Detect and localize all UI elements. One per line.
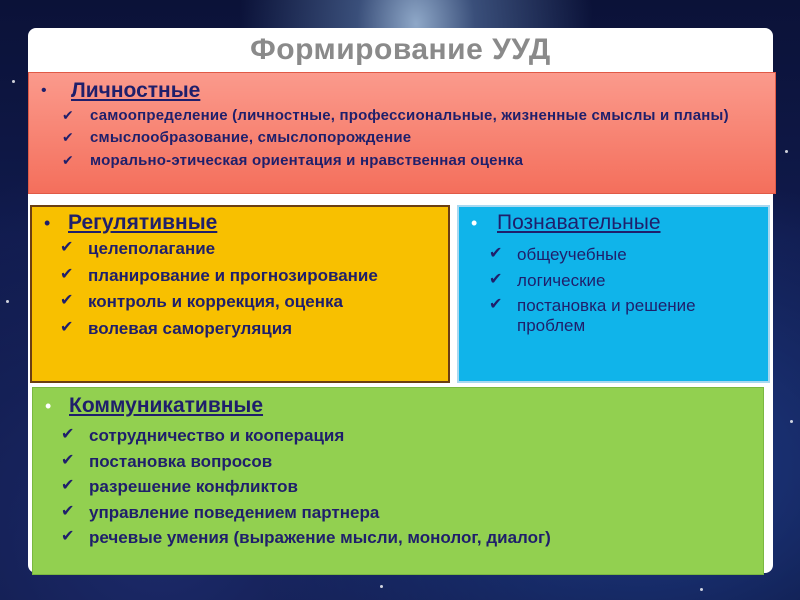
bullet-icon: • — [41, 82, 47, 99]
list-item-text: речевые умения (выражение мысли, монолог, диалог) — [89, 528, 551, 548]
list-item — [60, 266, 440, 286]
list-item-text: целеполагание — [88, 239, 216, 258]
list-item — [60, 292, 440, 312]
list-item — [61, 426, 751, 446]
cognitive-heading: Познавательные — [497, 211, 661, 234]
check-icon: ✔ — [60, 265, 74, 283]
personal-heading: Личностные — [71, 79, 201, 102]
check-icon: ✔ — [489, 270, 503, 288]
communicative-list — [61, 426, 751, 554]
check-icon: ✔ — [61, 477, 75, 495]
check-icon: ✔ — [61, 451, 75, 469]
check-icon: ✔ — [62, 129, 74, 146]
list-item-text: контроль и коррекция, оценка — [88, 292, 343, 312]
regulatory-heading: Регулятивные — [68, 211, 218, 234]
list-item-text: общеучебные — [517, 245, 627, 264]
list-item-text: сотрудничество и кооперация — [89, 426, 345, 445]
list-item — [60, 239, 440, 259]
list-item — [489, 296, 759, 335]
list-item — [62, 152, 768, 169]
check-icon: ✔ — [62, 107, 74, 123]
list-item — [489, 245, 759, 265]
regulatory-list — [60, 239, 440, 345]
check-icon: ✔ — [62, 151, 74, 168]
list-item-text: самоопределение (личностные, профессиональные, жизненные смыслы и планы) — [90, 107, 729, 124]
background-sparkle — [6, 300, 9, 303]
check-icon: ✔ — [60, 239, 74, 256]
cognitive-list — [489, 245, 759, 341]
regulatory-section — [30, 205, 450, 383]
background-sparkle — [785, 150, 788, 153]
bullet-icon: • — [45, 396, 52, 416]
check-icon: ✔ — [60, 292, 74, 310]
list-item-text: разрешение конфликтов — [89, 477, 298, 497]
list-item-text: постановка вопросов — [89, 451, 273, 471]
list-item — [61, 477, 751, 497]
bullet-icon: • — [44, 213, 51, 233]
list-item-text: постановка и решение проблем — [517, 296, 696, 335]
cognitive-section — [457, 205, 770, 383]
check-icon: ✔ — [489, 245, 503, 262]
check-icon: ✔ — [61, 502, 75, 520]
check-icon: ✔ — [61, 426, 75, 443]
background-sparkle — [12, 80, 15, 83]
list-item — [489, 271, 759, 291]
list-item-text: планирование и прогнозирование — [88, 265, 378, 285]
background-sparkle — [790, 420, 793, 423]
slide-title: Формирование УУД — [250, 33, 551, 66]
communicative-section — [32, 387, 764, 575]
list-item — [61, 503, 751, 523]
check-icon: ✔ — [61, 528, 75, 546]
list-item-text: волевая саморегуляция — [88, 318, 293, 338]
list-item-text: смыслообразование, смыслопорождение — [90, 129, 412, 147]
bullet-icon: • — [471, 213, 478, 233]
list-item — [61, 452, 751, 472]
list-item — [62, 107, 768, 124]
list-item — [60, 319, 440, 339]
background-sparkle — [380, 585, 383, 588]
background-sparkle — [700, 588, 703, 591]
check-icon: ✔ — [60, 318, 74, 336]
list-item-text: логические — [517, 270, 606, 290]
communicative-heading: Коммуникативные — [69, 394, 264, 417]
list-item — [61, 528, 751, 548]
personal-list — [62, 107, 768, 174]
list-item-text: управление поведением партнера — [89, 502, 380, 522]
list-item — [62, 129, 768, 146]
check-icon: ✔ — [489, 296, 503, 314]
personal-section — [28, 72, 776, 194]
list-item-text: морально-этическая ориентация и нравственная оценка — [90, 151, 524, 169]
